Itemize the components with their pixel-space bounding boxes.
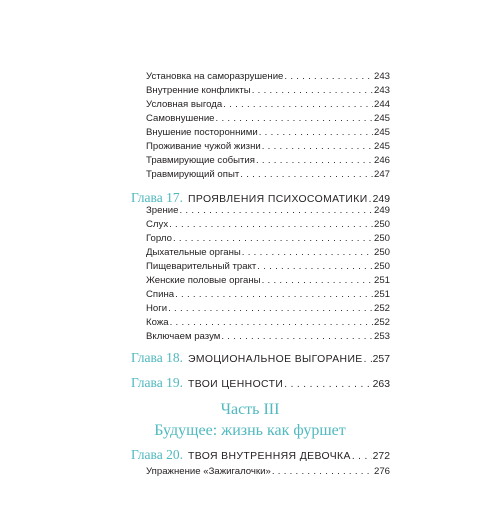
toc-entry-title: Самовнушение xyxy=(146,113,215,124)
toc-entry-page: 253 xyxy=(373,331,390,342)
toc-entry xyxy=(146,302,390,315)
toc-entry-title: Слух xyxy=(146,219,169,230)
dot-leader xyxy=(170,316,373,329)
dot-leader xyxy=(242,246,373,259)
dot-leader xyxy=(175,288,373,301)
toc-entry-title: Горло xyxy=(146,233,172,244)
toc-entry-page: 251 xyxy=(373,289,390,300)
chapter-label: Глава 19. xyxy=(131,375,183,390)
toc-entry-page: 245 xyxy=(373,141,390,152)
chapter-label: Глава 17. xyxy=(131,190,183,205)
chapter-title: ТВОЯ ВНУТРЕННЯЯ ДЕВОЧКА xyxy=(187,451,351,462)
toc-entry-title: Дыхательные органы xyxy=(146,247,241,258)
dot-leader xyxy=(257,260,373,273)
part-label: Часть III xyxy=(220,401,280,418)
toc-entry-page: 251 xyxy=(373,275,390,286)
toc-chapter-20 xyxy=(131,446,390,464)
toc-entry-page: 244 xyxy=(373,99,390,110)
dot-leader xyxy=(262,274,373,287)
toc-entry-title: Внушение посторонними xyxy=(146,127,258,138)
chapter-page: 263 xyxy=(372,379,390,390)
dot-leader xyxy=(240,168,373,181)
toc-entry xyxy=(146,84,390,97)
toc-entry-title: Женские половые органы xyxy=(146,275,261,286)
toc-entry xyxy=(146,274,390,287)
chapter-page: 272 xyxy=(372,451,390,462)
chapter-label: Глава 18. xyxy=(131,350,183,365)
toc-entry-page: 247 xyxy=(373,169,390,180)
dot-leader xyxy=(284,376,371,392)
toc-entry-title: Кожа xyxy=(146,317,169,328)
toc-entry xyxy=(146,126,390,139)
toc-entry xyxy=(146,112,390,125)
toc-entry-title: Внутренние конфликты xyxy=(146,85,251,96)
toc-entry-page: 243 xyxy=(373,85,390,96)
toc-entry-title: Травмирующие события xyxy=(146,155,255,166)
toc-entry-title: Зрение xyxy=(146,205,179,216)
toc-entry-page: 250 xyxy=(373,233,390,244)
toc-entry-title: Пищеварительный тракт xyxy=(146,261,257,272)
toc-entry-page: 245 xyxy=(373,127,390,138)
toc-chapter-19 xyxy=(131,374,390,392)
toc-entry-title: Ноги xyxy=(146,303,168,314)
dot-leader xyxy=(221,330,373,343)
dot-leader xyxy=(284,70,373,83)
chapter-title: ТВОИ ЦЕННОСТИ xyxy=(187,379,284,390)
toc-entry-page: 250 xyxy=(373,219,390,230)
toc-entry xyxy=(146,154,390,167)
dot-leader xyxy=(364,351,372,367)
toc-entry-page: 276 xyxy=(373,466,390,477)
toc-entry xyxy=(146,330,390,343)
toc-entry xyxy=(146,70,390,83)
toc-entry xyxy=(146,140,390,153)
dot-leader xyxy=(216,112,373,125)
dot-leader xyxy=(168,302,373,315)
toc-entry-page: 245 xyxy=(373,113,390,124)
chapter-title: ЭМОЦИОНАЛЬНОЕ ВЫГОРАНИЕ xyxy=(187,354,363,365)
dot-leader xyxy=(252,84,373,97)
toc-entry xyxy=(146,246,390,259)
dot-leader xyxy=(262,140,373,153)
toc-entry-title: Установка на саморазрушение xyxy=(146,71,284,82)
toc-entry xyxy=(146,204,390,217)
toc-entry xyxy=(146,316,390,329)
toc-entry-page: 243 xyxy=(373,71,390,82)
dot-leader xyxy=(173,232,373,245)
dot-leader xyxy=(179,204,373,217)
dot-leader xyxy=(259,126,373,139)
chapter-page: 249 xyxy=(372,194,390,205)
toc-entry-title: Упражнение «Зажигалочки» xyxy=(146,466,271,477)
toc-entry xyxy=(146,98,390,111)
toc-entry xyxy=(146,218,390,231)
toc-chapter-18 xyxy=(131,349,390,367)
chapter-page: 257 xyxy=(372,354,390,365)
toc-entry xyxy=(146,288,390,301)
toc-entry-title: Спина xyxy=(146,289,175,300)
toc-entry xyxy=(146,465,390,478)
chapter-title: ПРОЯВЛЕНИЯ ПСИХОСОМАТИКИ xyxy=(187,194,368,205)
dot-leader xyxy=(352,448,372,464)
part-title: Будущее: жизнь как фуршет xyxy=(154,422,346,439)
toc-entry-page: 250 xyxy=(373,247,390,258)
dot-leader xyxy=(169,218,373,231)
dot-leader xyxy=(272,465,373,478)
toc-entry-page: 250 xyxy=(373,261,390,272)
toc-entry-page: 246 xyxy=(373,155,390,166)
dot-leader xyxy=(256,154,373,167)
toc-entry-page: 252 xyxy=(373,303,390,314)
toc-entry xyxy=(146,232,390,245)
dot-leader xyxy=(223,98,373,111)
toc-entry-title: Проживание чужой жизни xyxy=(146,141,261,152)
toc-entry-title: Включаем разум xyxy=(146,331,221,342)
toc-entry-page: 249 xyxy=(373,205,390,216)
toc-entry-title: Условная выгода xyxy=(146,99,223,110)
toc-entry-page: 252 xyxy=(373,317,390,328)
toc-entry-title: Травмирующий опыт xyxy=(146,169,240,180)
toc-entry xyxy=(146,260,390,273)
toc-entry xyxy=(146,168,390,181)
chapter-label: Глава 20. xyxy=(131,447,183,462)
